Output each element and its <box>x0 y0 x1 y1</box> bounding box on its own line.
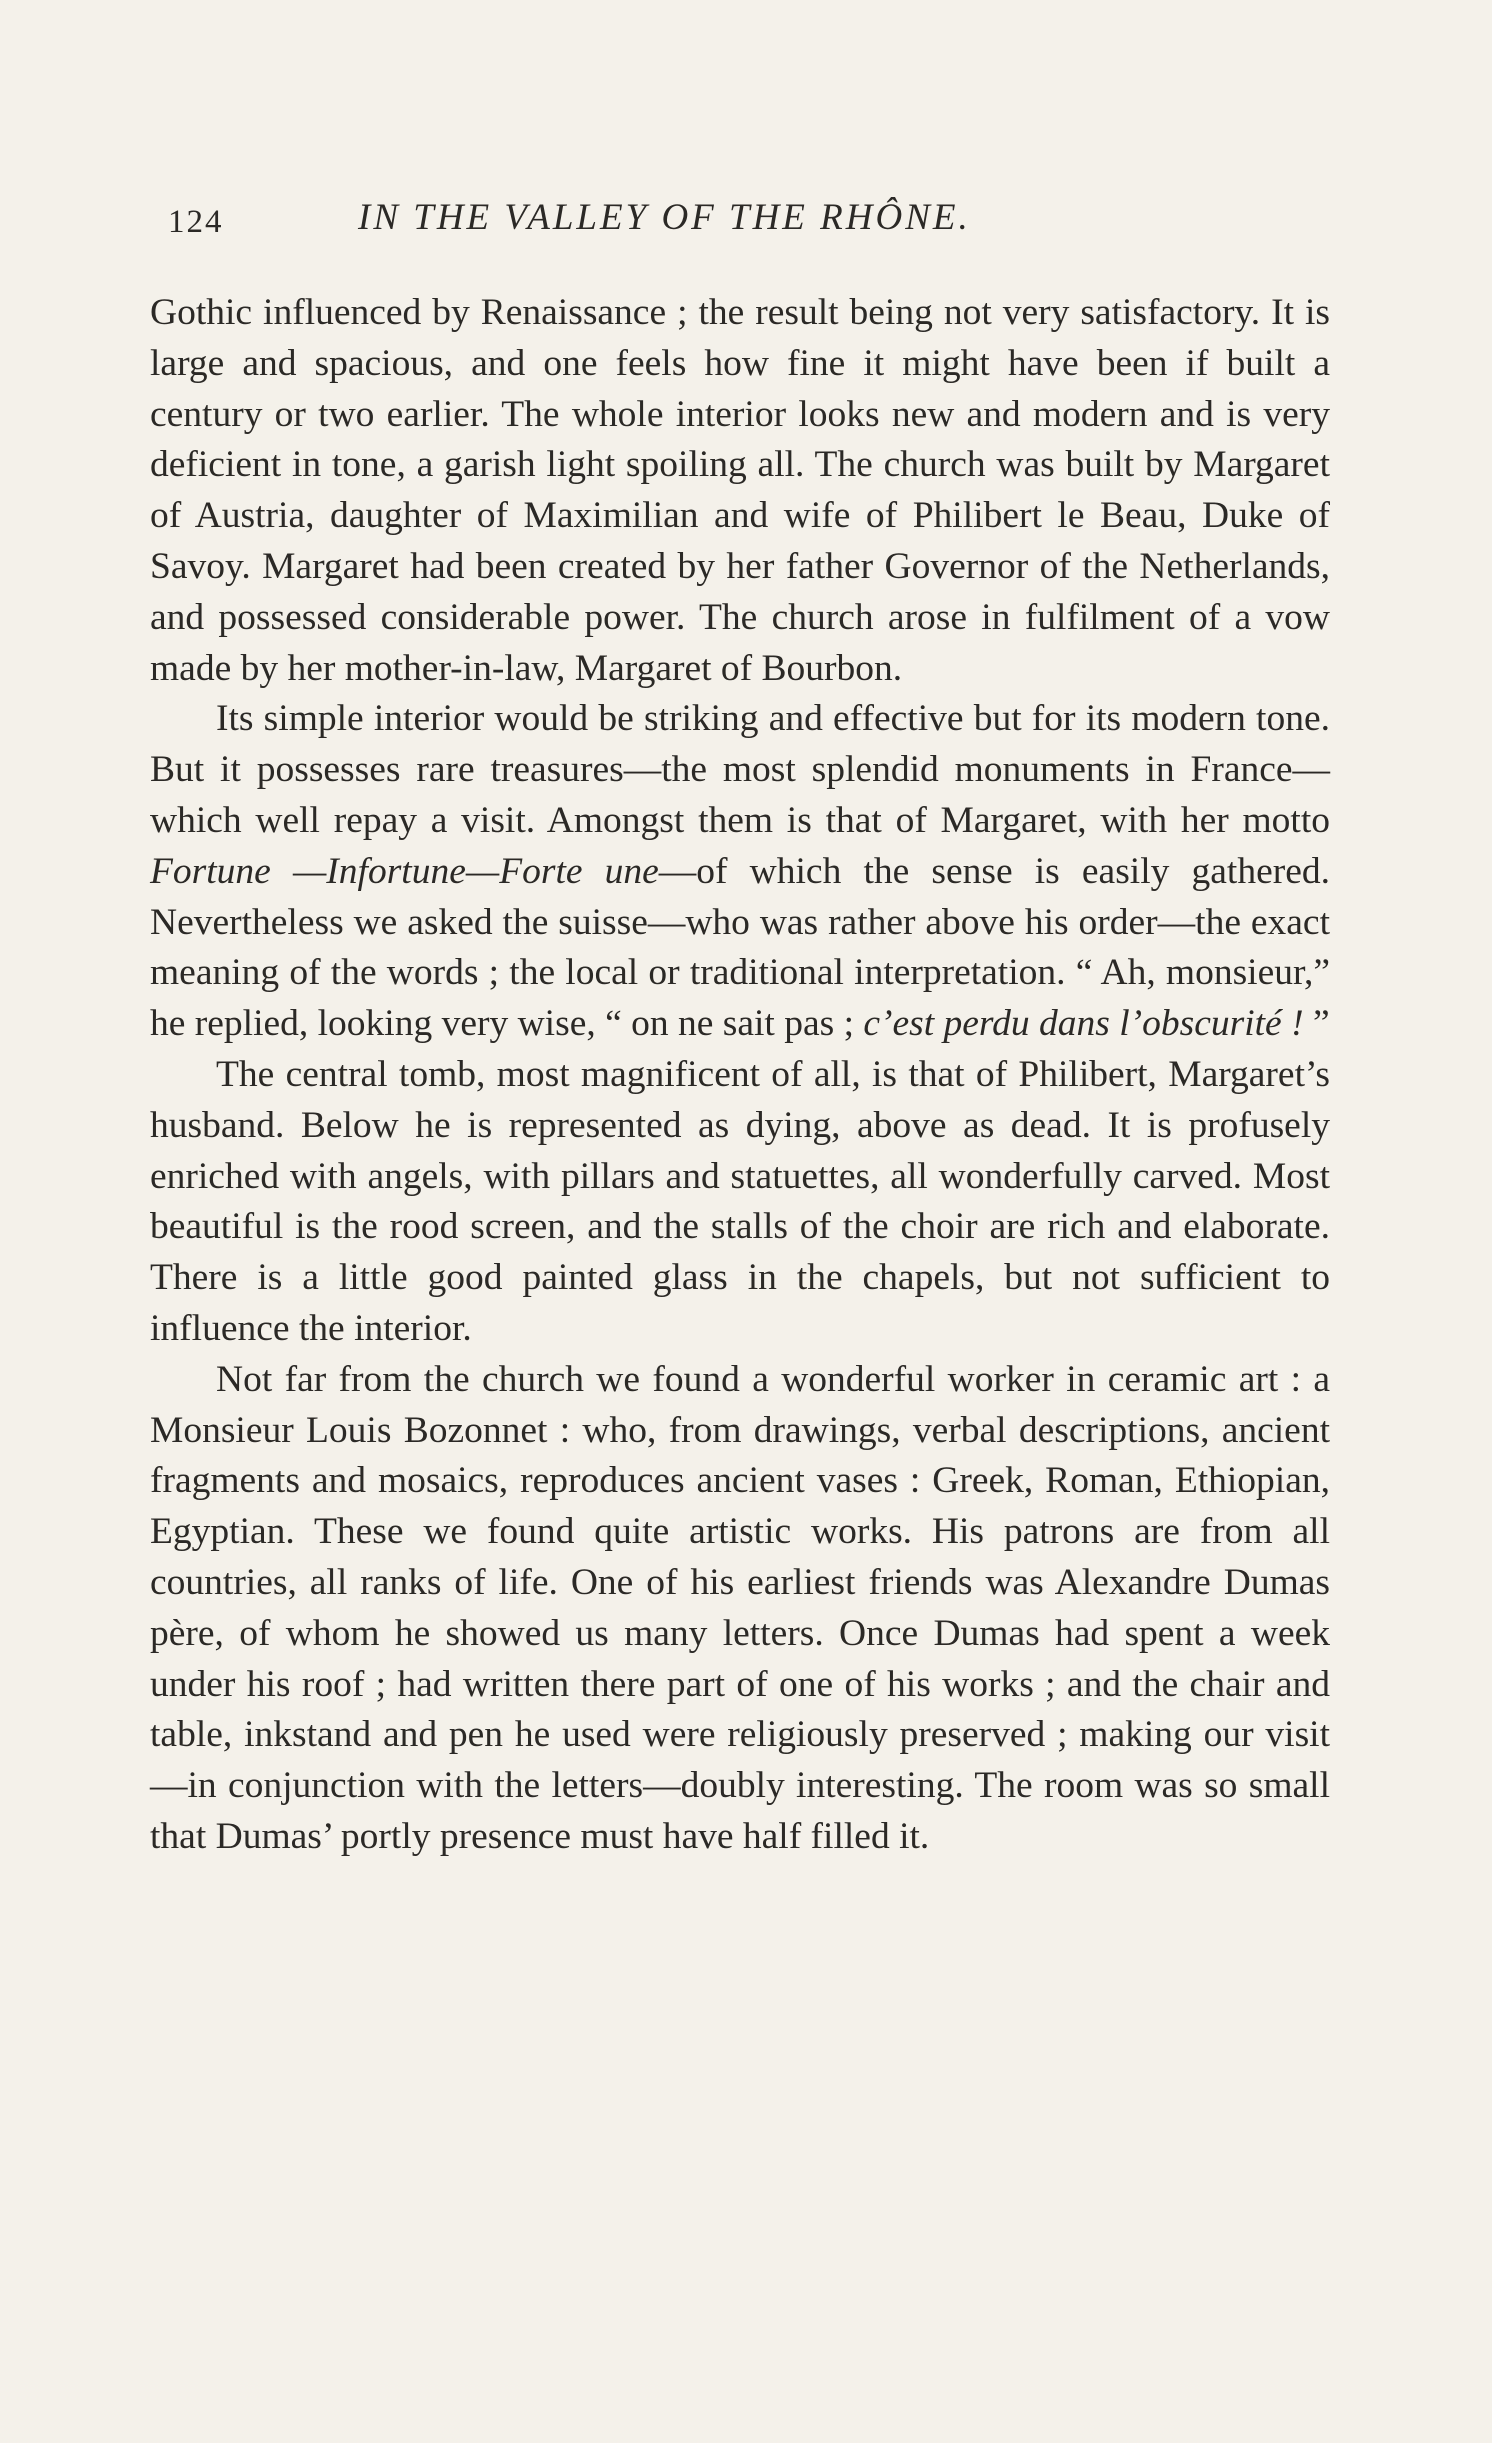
italic-text: Fortune —Infortune—Forte une <box>150 850 659 892</box>
paragraph-text: The central tomb, most magnificent of all, is that of Philibert, Margaret’s husband. Below he is represented as dying, above as dead. It is profusely enriched with angels, with pillars and statuettes, all wonderfully carved. Most beautiful is the rood screen, and the stalls of the choir are rich and elaborate. There is a little good painted glass in the chapels, but not sufficient to influence the interior. <box>150 1053 1330 1349</box>
running-title: IN THE VALLEY OF THE RHÔNE. <box>358 197 971 238</box>
paragraph-text: Its simple interior would be striking and effective but for its modern tone. But it possesses rare treasures—the most splendid monuments in France—which well repay a visit. Amongst them is that of Margaret, with her motto <box>150 698 1330 841</box>
page-header <box>168 196 1328 256</box>
body-text <box>150 288 1330 1863</box>
page-number: 124 <box>168 204 224 240</box>
paragraph <box>150 288 1330 694</box>
paragraph-text: Gothic influenced by Renaissance ; the result being not very satisfactory. It is large and spacious, and one feels how fine it might have been if built a century or two earlier. The whole interior looks new and modern and is very deficient in tone, a garish light spoiling all. The church was built by Margaret of Austria, daughter of Maximilian and wife of Philibert le Beau, Duke of Savoy. Margaret had been created by her father Governor of the Netherlands, and possessed considerable power. The church arose in fulfilment of a vow made by her mother-in-law, Margaret of Bourbon. <box>150 292 1330 689</box>
paragraph <box>150 1050 1330 1355</box>
italic-text: c’est perdu dans l’obscurité ! <box>863 1003 1304 1045</box>
paragraph-text: Not far from the church we found a wonderful worker in ceramic art : a Monsieur Louis Bozonnet : who, from drawings, verbal descriptions, ancient fragments and mosaics, reproduces ancient vases : Greek, Roman, Ethiopian, Egyptian. These we found quite artistic works. His patrons are from all countries, all ranks of life. One of his earliest friends was Alexandre Dumas père, of whom he showed us many letters. Once Dumas had spent a week under his roof ; had written there part of one of his works ; and the chair and table, inkstand and pen he used were religiously preserved ; making our visit—in conjunction with the letters—doubly interesting. The room was so small that Dumas’ portly presence must have half filled it. <box>150 1358 1330 1857</box>
paragraph <box>150 694 1330 1050</box>
paragraph <box>150 1355 1330 1863</box>
paragraph-text: ” <box>1303 1003 1330 1045</box>
paragraph-text: —of which the sense is easily gathered. Nevertheless we asked the suisse—who was rather above his order—the exact meaning of the words ; the local or traditional interpretation. “ Ah, monsieur,” he replied, looking very wise, “ on ne sait pas ; <box>150 850 1330 1045</box>
